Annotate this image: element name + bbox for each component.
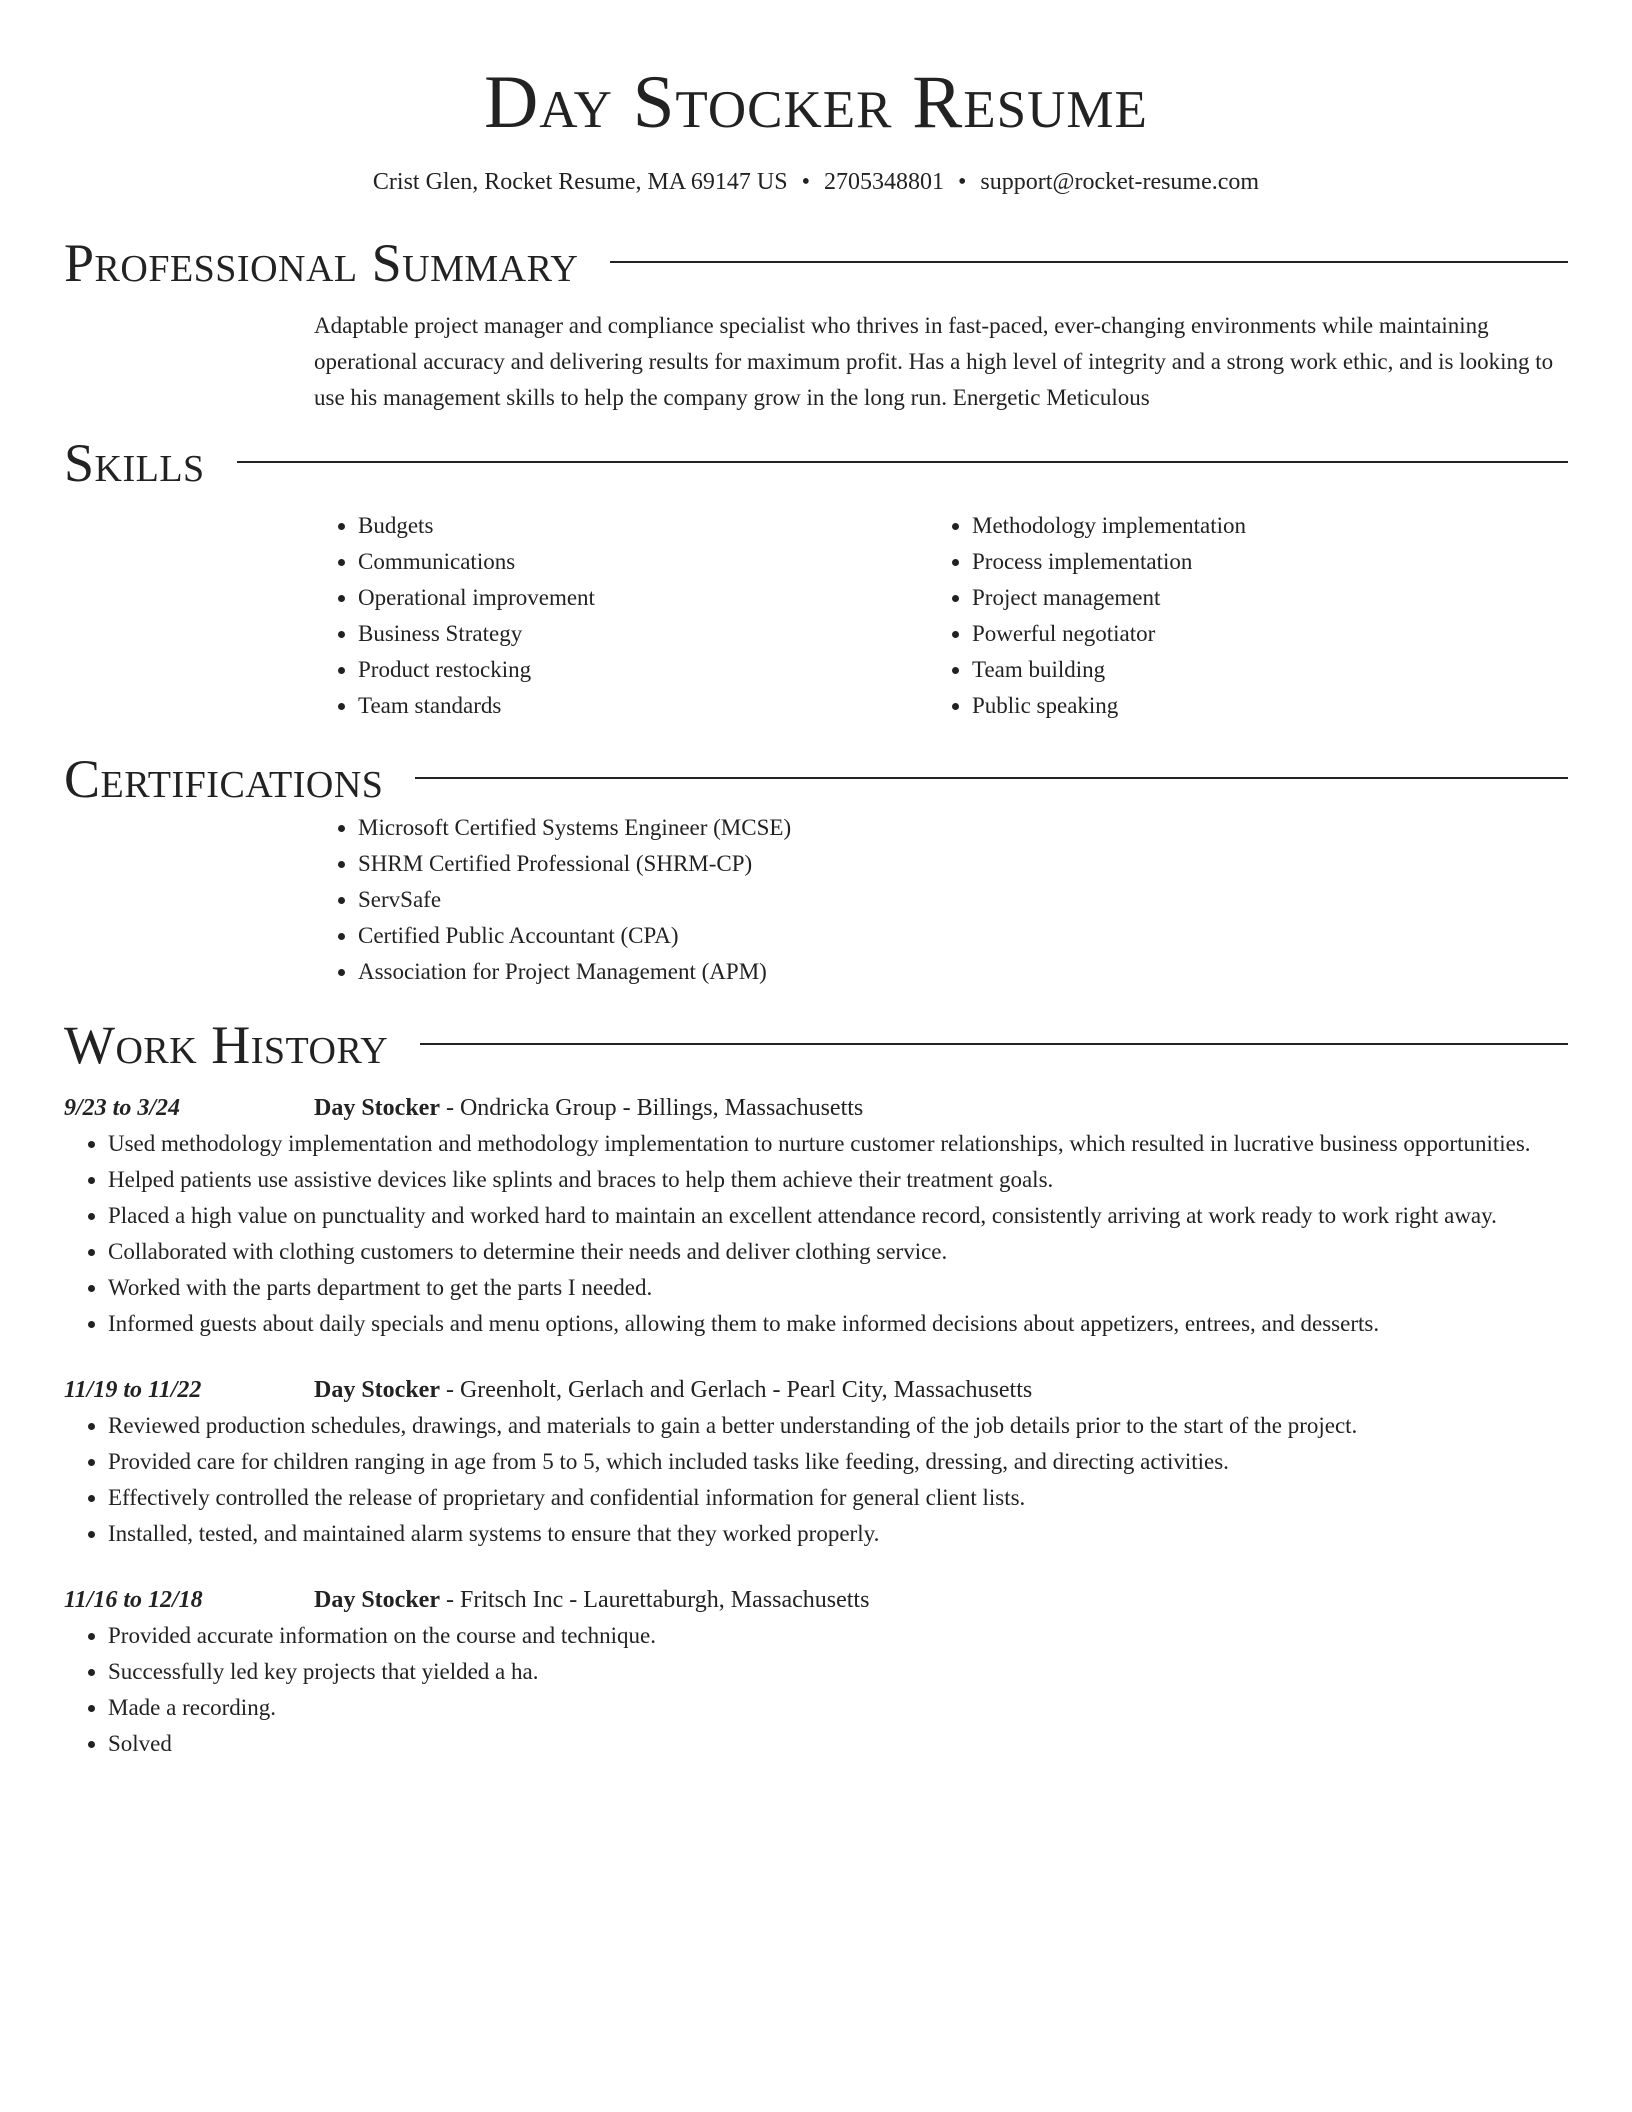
job-bullet: • Helped patients use assistive devices like splints and braces to help them achieve their treatment goals.: [108, 1162, 1568, 1198]
job-bullet: • Effectively controlled the release of proprietary and confidential information for general client lists.: [108, 1480, 1568, 1516]
job-title: Day Stocker: [314, 1095, 440, 1121]
job-bullet: • Worked with the parts department to get the parts I needed.: [108, 1270, 1568, 1306]
skill-item: • Public speaking: [972, 688, 1542, 724]
job-bullet-list: [64, 1126, 1568, 1342]
job-bullet: • Provided care for children ranging in age from 5 to 5, which included tasks like feeding, dressing, and directing activities.: [108, 1444, 1568, 1480]
certifications-section: [314, 810, 1568, 990]
job-bullet: • Collaborated with clothing customers to determine their needs and deliver clothing service.: [108, 1234, 1568, 1270]
skills-section: [314, 508, 1568, 724]
certification-item: • SHRM Certified Professional (SHRM-CP): [358, 846, 1568, 882]
certification-item: • Association for Project Management (APM): [358, 954, 1568, 990]
skills-column-left: [314, 508, 928, 724]
certifications-heading: Certifications: [64, 749, 384, 809]
skills-column-right: [928, 508, 1542, 724]
job-entry: [64, 1582, 1568, 1762]
skill-item: • Powerful negotiator: [972, 616, 1542, 652]
contact-email: support@rocket-resume.com: [980, 169, 1260, 195]
job-heading: [314, 1372, 1032, 1408]
job-bullet: • Reviewed production schedules, drawings, and materials to gain a better understanding of the job details prior to the start of the project.: [108, 1408, 1568, 1444]
contact-line: [64, 166, 1568, 198]
job-bullet: • Made a recording.: [108, 1690, 1568, 1726]
job-entry: [64, 1090, 1568, 1342]
job-bullet-list: [64, 1408, 1568, 1552]
job-dates: 9/23 to 3/24: [64, 1095, 181, 1121]
skill-item: • Team standards: [358, 688, 928, 724]
skill-item: • Project management: [972, 580, 1542, 616]
skills-section-header: [64, 432, 1568, 494]
resume-title: Day Stocker Resume: [484, 61, 1148, 144]
job-company: - Fritsch Inc - Laurettaburgh, Massachusetts: [439, 1587, 870, 1613]
skill-item: • Process implementation: [972, 544, 1542, 580]
job-dates: 11/19 to 11/22: [64, 1377, 202, 1403]
job-header: [64, 1582, 1568, 1618]
certification-item: • Microsoft Certified Systems Engineer (MCSE): [358, 810, 1568, 846]
skills-heading: Skills: [64, 433, 205, 493]
skills-list-left: [314, 508, 928, 724]
section-divider: [610, 261, 1568, 263]
job-heading: [314, 1090, 863, 1126]
contact-separator: •: [957, 169, 967, 195]
job-bullet: • Used methodology implementation and methodology implementation to nurture customer relationships, which resulted in lucrative business opportunities.: [108, 1126, 1568, 1162]
certifications-list: [314, 810, 1568, 990]
job-bullet: • Solved: [108, 1726, 1568, 1762]
job-company: - Greenholt, Gerlach and Gerlach - Pearl City, Massachusetts: [439, 1377, 1033, 1403]
contact-address: Crist Glen, Rocket Resume, MA 69147 US: [372, 169, 788, 195]
job-bullet: • Placed a high value on punctuality and worked hard to maintain an excellent attendance record, consistently arriving at work ready to work right away.: [108, 1198, 1568, 1234]
summary-section: [314, 308, 1568, 416]
work-section-header: [64, 1014, 1568, 1076]
job-bullet: • Informed guests about daily specials and menu options, allowing them to make informed decisions about appetizers, entrees, and desserts.: [108, 1306, 1568, 1342]
work-heading: Work History: [64, 1015, 389, 1075]
skill-item: • Business Strategy: [358, 616, 928, 652]
skill-item: • Methodology implementation: [972, 508, 1542, 544]
job-heading: [314, 1582, 869, 1618]
job-title: Day Stocker: [314, 1587, 440, 1613]
summary-section-header: [64, 232, 1568, 294]
certifications-section-header: [64, 748, 1568, 810]
job-dates: 11/16 to 12/18: [64, 1587, 203, 1613]
job-header: [64, 1090, 1568, 1126]
skill-item: • Product restocking: [358, 652, 928, 688]
summary-text: Adaptable project manager and compliance specialist who thrives in fast-paced, ever-changing environments while maintaining operational accuracy and delivering results for maximum profit. Has a high level of integrity and a strong work ethic, and is looking to use his management skills to help the company grow in the long run. Energetic Meticulous: [314, 313, 1554, 410]
section-divider: [420, 1043, 1568, 1045]
skill-item: • Communications: [358, 544, 928, 580]
section-divider: [237, 461, 1568, 463]
skill-item: • Operational improvement: [358, 580, 928, 616]
summary-heading: Professional Summary: [64, 233, 579, 293]
job-company: - Ondricka Group - Billings, Massachusetts: [439, 1095, 864, 1121]
job-bullet-list: [64, 1618, 1568, 1762]
certification-item: • Certified Public Accountant (CPA): [358, 918, 1568, 954]
skill-item: • Team building: [972, 652, 1542, 688]
job-title: Day Stocker: [314, 1377, 440, 1403]
contact-separator: •: [801, 169, 810, 195]
job-entry: [64, 1372, 1568, 1552]
certification-item: • ServSafe: [358, 882, 1568, 918]
job-header: [64, 1372, 1568, 1408]
job-bullet: • Successfully led key projects that yielded a ha.: [108, 1654, 1568, 1690]
skill-item: • Budgets: [358, 508, 928, 544]
section-divider: [415, 777, 1568, 779]
job-bullet: • Installed, tested, and maintained alarm systems to ensure that they worked properly.: [108, 1516, 1568, 1552]
job-bullet: • Provided accurate information on the course and technique.: [108, 1618, 1568, 1654]
skills-list-right: [928, 508, 1542, 724]
skills-grid: [314, 508, 1568, 724]
contact-phone: 2705348801: [823, 169, 944, 195]
